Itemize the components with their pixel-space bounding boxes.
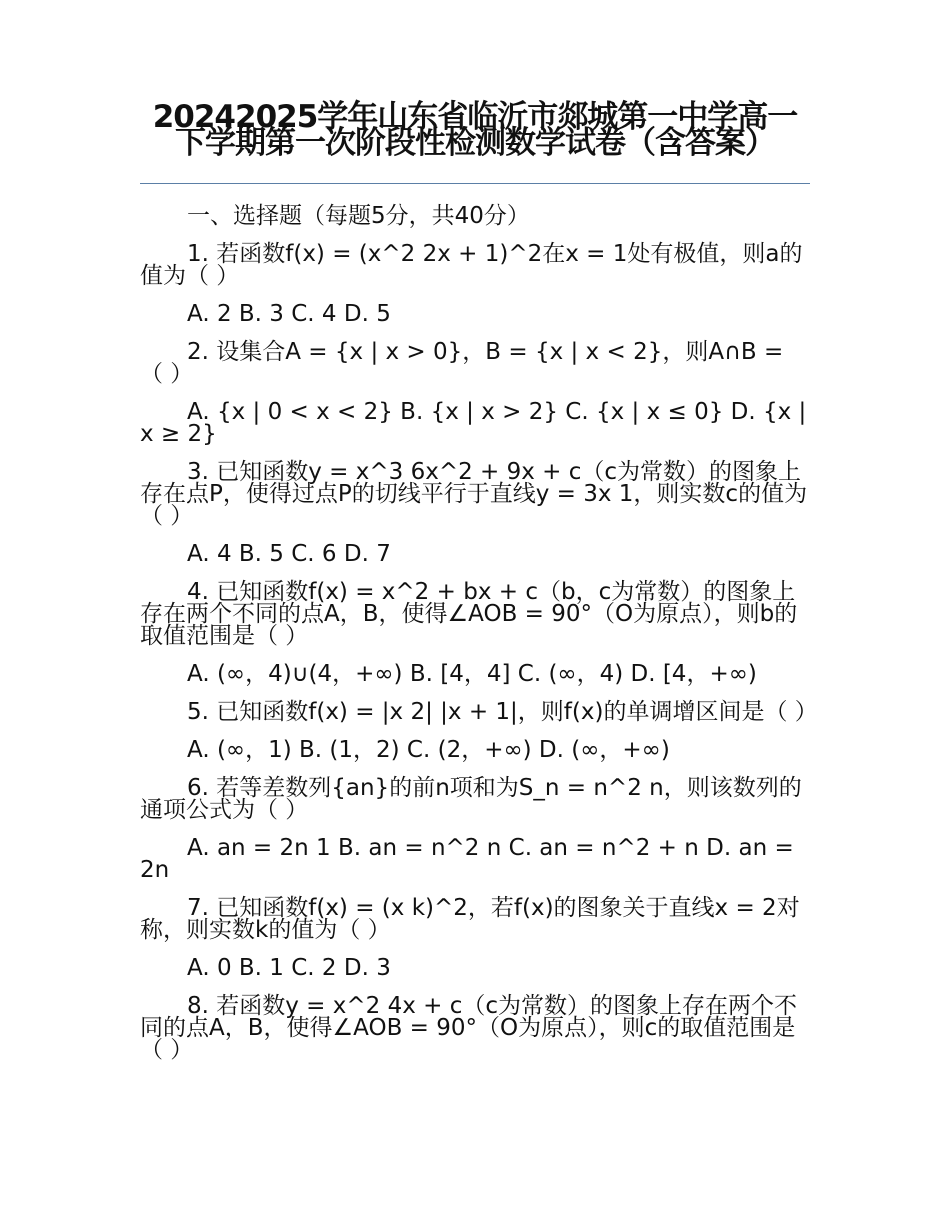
question-options: A. (∞，1) B. (1，2) C. (2，+∞) D. (∞，+∞) <box>187 737 670 763</box>
question-stem: 6. 若等差数列{an}的前n项和为S_n = n^2 n，则该数列的通项公式为（ ） <box>140 775 802 823</box>
question-4 <box>140 581 810 685</box>
question-7 <box>140 897 810 979</box>
question-stem: 8. 若函数y = x^2 4x + c（c为常数）的图象上存在两个不同的点A，B，使得∠AOB = 90°（O为原点），则c的取值范围是（ ） <box>140 993 798 1063</box>
question-1 <box>140 243 810 325</box>
document-body <box>140 200 818 1077</box>
question-options: A. 4 B. 5 C. 6 D. 7 <box>187 541 391 567</box>
question-options: A. (∞，4)∪(4，+∞) B. [4，4] C. (∞，4) D. [4，+∞) <box>187 661 757 687</box>
question-options: A. 0 B. 1 C. 2 D. 3 <box>187 955 391 981</box>
question-options: A. {x | 0 < x < 2} B. {x | x > 2} C. {x | x ≤ 0} D. {x | x ≥ 2} <box>140 399 807 447</box>
question-stem: 2. 设集合A = {x | x > 0}，B = {x | x < 2}，则A∩B = （ ） <box>140 339 784 387</box>
document-title: 20242025学年山东省临沂市郯城第一中学高一下学期第一次阶段性检测数学试卷（含答案） <box>152 99 798 161</box>
question-stem: 4. 已知函数f(x) = x^2 + bx + c（b，c为常数）的图象上存在两个不同的点A，B，使得∠AOB = 90°（O为原点），则b的取值范围是（ ） <box>140 579 798 649</box>
question-options: A. 2 B. 3 C. 4 D. 5 <box>187 301 391 327</box>
question-6 <box>140 777 810 881</box>
section-heading: 一、选择题（每题5分，共40分） <box>187 203 530 229</box>
question-5 <box>140 699 818 763</box>
question-8 <box>140 995 810 1061</box>
question-options: A. an = 2n 1 B. an = n^2 n C. an = n^2 + n D. an = 2n <box>140 835 794 883</box>
question-3 <box>140 461 810 565</box>
question-2 <box>140 341 810 445</box>
question-stem: 7. 已知函数f(x) = (x k)^2，若f(x)的图象关于直线x = 2对称，则实数k的值为（ ） <box>140 895 800 943</box>
question-stem: 5. 已知函数f(x) = |x 2| |x + 1|，则f(x)的单调增区间是（ ） <box>187 699 818 725</box>
question-stem: 1. 若函数f(x) = (x^2 2x + 1)^2在x = 1处有极值，则a的值为（ ） <box>140 241 803 289</box>
question-stem: 3. 已知函数y = x^3 6x^2 + 9x + c（c为常数）的图象上存在点P，使得过点P的切线平行于直线y = 3x 1，则实数c的值为（ ） <box>140 459 808 529</box>
title-divider <box>140 183 810 184</box>
